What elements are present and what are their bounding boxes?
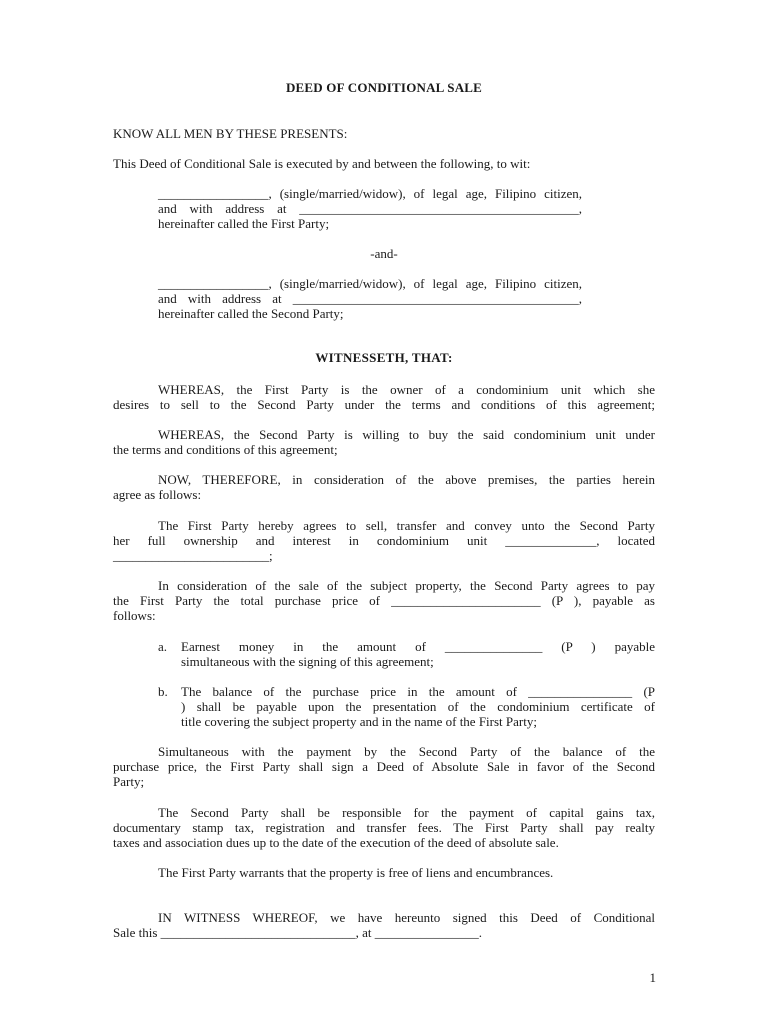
document-title: DEED OF CONDITIONAL SALE xyxy=(285,80,483,95)
item-b-marker: b. xyxy=(158,684,168,699)
whereas-paragraph-1 xyxy=(113,382,655,412)
executed-line: This Deed of Conditional Sale is executed by and between the following, to wit: xyxy=(113,156,531,171)
warrants-line: The First Party warrants that the property is free of liens and encumbrances. xyxy=(158,865,554,880)
item-b-line-1: The balance of the purchase price in the amount of ________________ (P xyxy=(181,684,655,699)
simultaneous-line-3: Party; xyxy=(113,774,145,789)
item-b-line-2: ) shall be payable upon the presentation of the condominium certificate of xyxy=(181,699,655,714)
second-party-block xyxy=(158,276,582,321)
item-b-paragraph xyxy=(181,684,655,729)
consideration-line-2: the First Party the total purchase price of _______________________ (P ), payable as xyxy=(113,593,655,608)
responsible-line-2: documentary stamp tax, registration and transfer fees. The First Party shall pay realty xyxy=(113,820,655,835)
item-a-paragraph xyxy=(181,639,655,669)
consideration-line-3: follows: xyxy=(113,608,156,623)
item-a-line-2: simultaneous with the signing of this agreement; xyxy=(181,654,434,669)
intro-line: KNOW ALL MEN BY THESE PRESENTS: xyxy=(113,126,348,141)
whereas-paragraph-2 xyxy=(113,427,655,457)
item-a-marker: a. xyxy=(158,639,168,654)
simultaneous-paragraph xyxy=(113,744,655,789)
responsible-line-3: taxes and association dues up to the date of the execution of the deed of absolute sale. xyxy=(113,835,559,850)
second-party-line-2: and with address at ____________________________________________, xyxy=(158,291,582,306)
first-party-block xyxy=(158,186,582,231)
second-party-line-1: _________________, (single/married/widow), of legal age, Filipino citizen, xyxy=(158,276,582,291)
item-b-line-3: title covering the subject property and in the name of the First Party; xyxy=(181,714,537,729)
simultaneous-line-2: purchase price, the First Party shall sign a Deed of Absolute Sale in favor of the Second xyxy=(113,759,655,774)
responsible-line-1: The Second Party shall be responsible for the payment of capital gains tax, xyxy=(158,805,655,820)
responsible-paragraph xyxy=(113,805,655,850)
agrees-line-2: her full ownership and interest in condominium unit ______________, located xyxy=(113,533,655,548)
whereas1-line-2: desires to sell to the Second Party under the terms and conditions of this agreement; xyxy=(113,397,655,412)
now-therefore-paragraph xyxy=(113,472,655,502)
witnesseth-heading: WITNESSETH, THAT: xyxy=(315,350,453,365)
consideration-line-1: In consideration of the sale of the subject property, the Second Party agrees to pay xyxy=(158,578,655,593)
and-separator: -and- xyxy=(370,246,398,261)
item-a-line-1: Earnest money in the amount of _______________ (P ) payable xyxy=(181,639,655,654)
first-party-line-2: and with address at ___________________________________________, xyxy=(158,201,582,216)
agrees-line-1: The First Party hereby agrees to sell, transfer and convey unto the Second Party xyxy=(158,518,655,533)
whereas2-line-1: WHEREAS, the Second Party is willing to buy the said condominium unit under xyxy=(158,427,655,442)
first-party-line-1: _________________, (single/married/widow), of legal age, Filipino citizen, xyxy=(158,186,582,201)
whereas2-line-2: the terms and conditions of this agreement; xyxy=(113,442,338,457)
now-therefore-line-1: NOW, THEREFORE, in consideration of the above premises, the parties herein xyxy=(158,472,655,487)
in-witness-line-2: Sale this ______________________________, at ________________. xyxy=(113,925,483,940)
consideration-paragraph xyxy=(113,578,655,623)
in-witness-line-1: IN WITNESS WHEREOF, we have hereunto signed this Deed of Conditional xyxy=(158,910,655,925)
agrees-line-3: ________________________; xyxy=(113,548,273,563)
agrees-paragraph xyxy=(113,518,655,563)
whereas1-line-1: WHEREAS, the First Party is the owner of a condominium unit which she xyxy=(158,382,655,397)
first-party-line-3: hereinafter called the First Party; xyxy=(158,216,330,231)
simultaneous-line-1: Simultaneous with the payment by the Second Party of the balance of the xyxy=(158,744,655,759)
in-witness-paragraph xyxy=(113,910,655,940)
second-party-line-3: hereinafter called the Second Party; xyxy=(158,306,344,321)
now-therefore-line-2: agree as follows: xyxy=(113,487,202,502)
page-number: 1 xyxy=(649,970,656,985)
